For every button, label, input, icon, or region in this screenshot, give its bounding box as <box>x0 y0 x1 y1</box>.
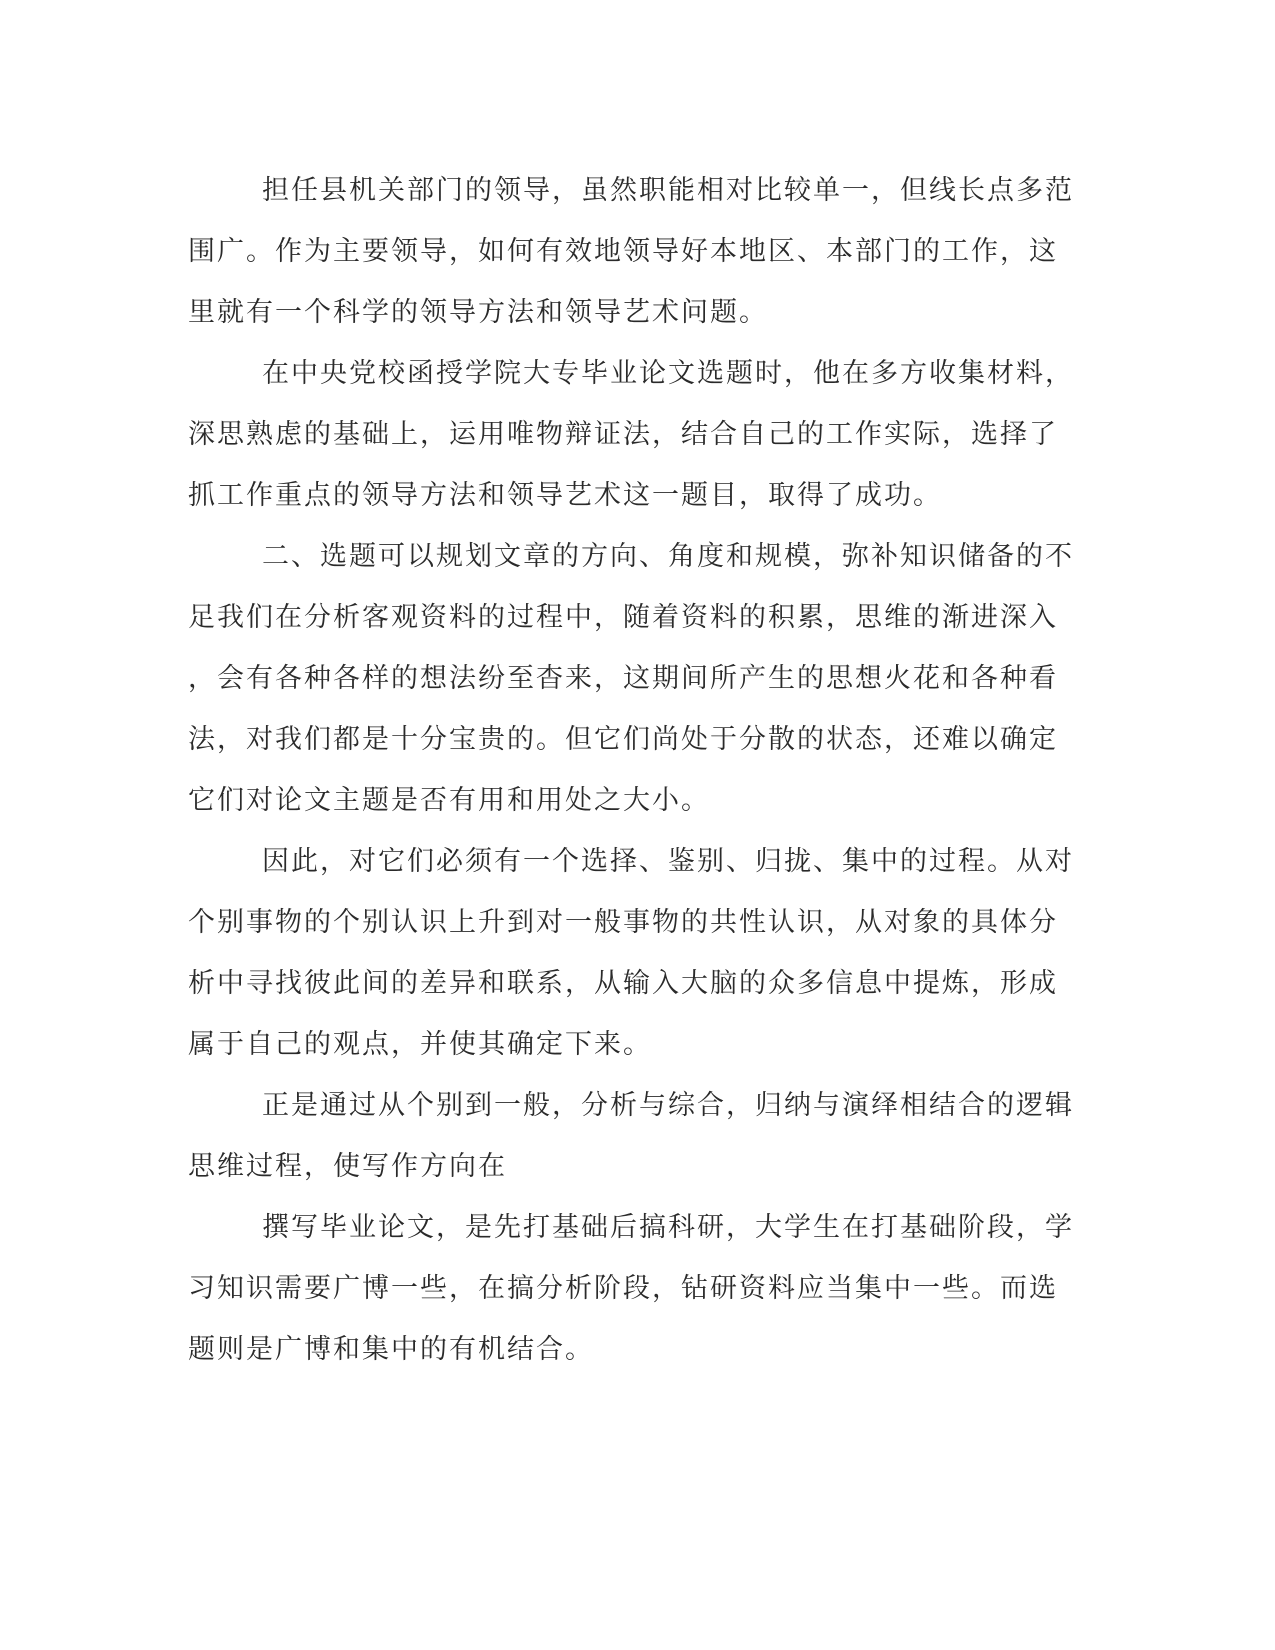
text-line: 足我们在分析客观资料的过程中，随着资料的积累，思维的渐进深入 <box>188 602 1058 633</box>
text-line: 里就有一个科学的领导方法和领导艺术问题。 <box>188 297 768 328</box>
text-line: 属于自己的观点，并使其确定下来。 <box>188 1029 652 1060</box>
text-line: 正是通过从个别到一般，分析与综合，归纳与演绎相结合的逻辑 <box>262 1090 1074 1121</box>
text-line: 在中央党校函授学院大专毕业论文选题时，他在多方收集材料， <box>262 358 1074 389</box>
text-line: 它们对论文主题是否有用和用处之大小。 <box>188 785 710 816</box>
text-line: 抓工作重点的领导方法和领导艺术这一题目，取得了成功。 <box>188 480 942 511</box>
text-line: 深思熟虑的基础上，运用唯物辩证法，结合自己的工作实际，选择了 <box>188 419 1058 450</box>
text-line: 担任县机关部门的领导，虽然职能相对比较单一，但线长点多范 <box>262 175 1074 206</box>
text-line: 思维过程，使写作方向在 <box>188 1151 507 1182</box>
text-line: 个别事物的个别认识上升到对一般事物的共性认识，从对象的具体分 <box>188 907 1058 938</box>
text-line: 围广。作为主要领导，如何有效地领导好本地区、本部门的工作，这 <box>188 236 1058 267</box>
text-line: 题则是广博和集中的有机结合。 <box>188 1334 594 1365</box>
text-line: ，会有各种各样的想法纷至杳来，这期间所产生的思想火花和各种看 <box>188 663 1058 694</box>
body-text <box>188 160 1074 1380</box>
text-line: 析中寻找彼此间的差异和联系，从输入大脑的众多信息中提炼，形成 <box>188 968 1058 999</box>
text-line: 法，对我们都是十分宝贵的。但它们尚处于分散的状态，还难以确定 <box>188 724 1058 755</box>
text-line: 撰写毕业论文，是先打基础后搞科研，大学生在打基础阶段，学 <box>262 1212 1074 1243</box>
text-line: 因此，对它们必须有一个选择、鉴别、归拢、集中的过程。从对 <box>262 846 1074 877</box>
text-line: 二、选题可以规划文章的方向、角度和规模，弥补知识储备的不 <box>262 541 1074 572</box>
text-line: 习知识需要广博一些，在搞分析阶段，钻研资料应当集中一些。而选 <box>188 1273 1058 1304</box>
